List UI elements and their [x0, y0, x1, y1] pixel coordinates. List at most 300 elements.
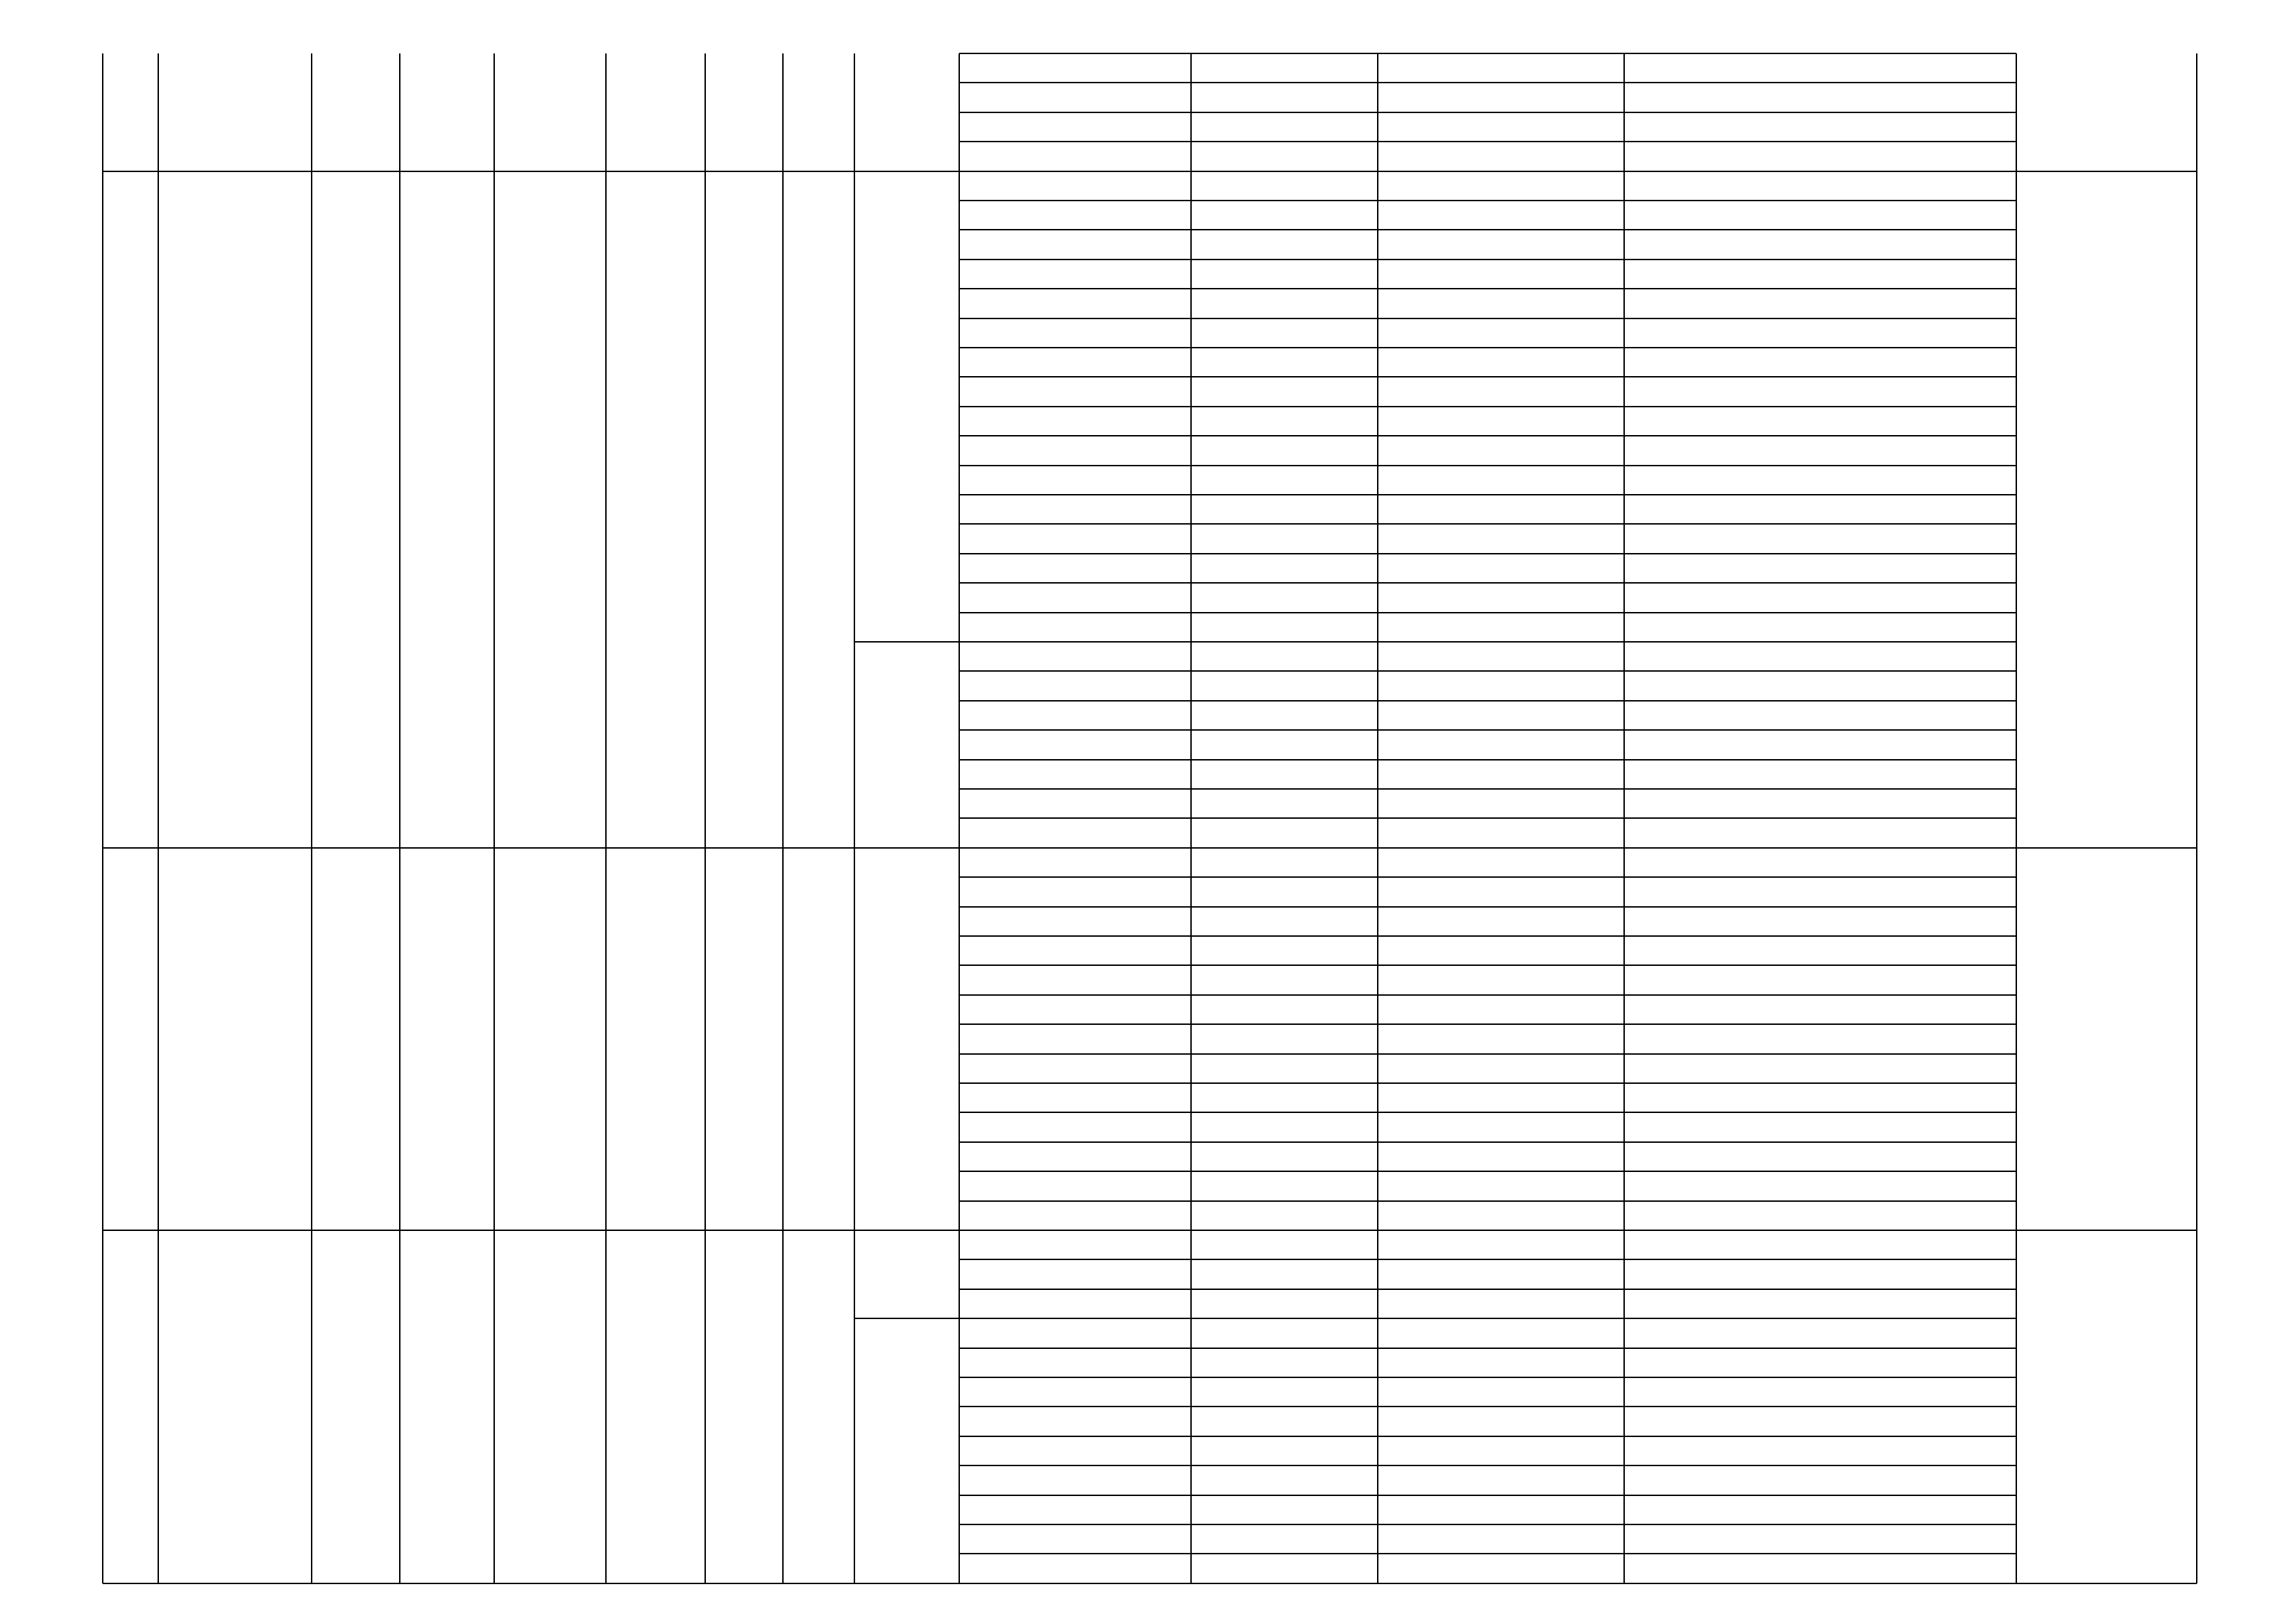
partner-school: [1378, 760, 1624, 789]
major-secondary: [1191, 1318, 1378, 1348]
partner-school: [1378, 789, 1624, 818]
grid-row-rule: [959, 53, 2016, 54]
grid-row-rule: [959, 1495, 2016, 1496]
major-higher: [959, 877, 1191, 906]
major-higher: [959, 1407, 1191, 1436]
major-secondary: [1191, 1083, 1378, 1112]
partner-address: [1624, 142, 2016, 171]
major-secondary: [1191, 1436, 1378, 1465]
partner-school: [1378, 1465, 1624, 1495]
partner-school: [1378, 171, 1624, 201]
partner-school: [1378, 1377, 1624, 1407]
major-higher: [959, 1524, 1191, 1554]
grid-row-rule: [959, 582, 2016, 584]
major-secondary: [1191, 701, 1378, 730]
partner-school: [1378, 1142, 1624, 1171]
partner-school: [1378, 642, 1624, 671]
partner-address: [1624, 1318, 2016, 1348]
partner-address: [1624, 789, 2016, 818]
partner-school: [1378, 907, 1624, 936]
block-rule: [103, 1230, 2197, 1231]
grid-row-rule: [959, 994, 2016, 996]
major-secondary: [1191, 907, 1378, 936]
major-higher: [959, 848, 1191, 877]
group-label: [854, 1318, 976, 1583]
partner-school: [1378, 1495, 1624, 1524]
major-higher: [959, 171, 1191, 201]
grid-row-rule: [959, 141, 2016, 142]
major-secondary: [1191, 613, 1378, 642]
partner-school: [1378, 848, 1624, 877]
partner-school: [1378, 230, 1624, 259]
major-secondary: [1191, 1230, 1378, 1259]
website-url: [2016, 171, 2197, 848]
partner-address: [1624, 642, 2016, 671]
institution-number: [103, 171, 158, 848]
partner-school: [1378, 289, 1624, 318]
major-higher: [959, 201, 1191, 230]
partner-address: [1624, 348, 2016, 377]
major-secondary: [1191, 642, 1378, 671]
partner-address: [1624, 965, 2016, 994]
column-rule: [102, 53, 103, 1583]
partner-address: [1624, 230, 2016, 259]
block-rule: [103, 847, 2197, 849]
partner-school: [1378, 53, 1624, 83]
major-secondary: [1191, 1348, 1378, 1377]
major-higher: [959, 142, 1191, 171]
partner-address: [1624, 1289, 2016, 1318]
major-higher: [959, 1377, 1191, 1407]
grid-row-rule: [959, 112, 2016, 113]
major-higher: [959, 730, 1191, 759]
column-rule: [493, 53, 495, 1583]
major-higher: [959, 613, 1191, 642]
major-secondary: [1191, 1289, 1378, 1318]
partner-school: [1378, 730, 1624, 759]
grid-row-rule: [959, 1348, 2016, 1349]
grid-row-rule: [959, 1289, 2016, 1290]
partner-address: [1624, 53, 2016, 83]
partner-address: [1624, 495, 2016, 524]
major-secondary: [1191, 142, 1378, 171]
grid-row-rule: [959, 641, 2016, 643]
partner-school: [1378, 1083, 1624, 1112]
partner-school: [1378, 436, 1624, 465]
major-secondary: [1191, 1554, 1378, 1583]
grid-row-rule: [959, 817, 2016, 819]
grid-row-rule: [959, 700, 2016, 702]
major-higher: [959, 1554, 1191, 1583]
major-higher: [959, 318, 1191, 348]
grid-row-rule: [959, 435, 2016, 436]
major-secondary: [1191, 495, 1378, 524]
major-secondary: [1191, 112, 1378, 142]
partner-school: [1378, 1230, 1624, 1259]
group-label: [854, 1230, 976, 1318]
major-secondary: [1191, 1024, 1378, 1053]
major-higher: [959, 965, 1191, 994]
partner-school: [1378, 1436, 1624, 1465]
partner-address: [1624, 730, 2016, 759]
major-secondary: [1191, 466, 1378, 495]
grid-row-rule: [959, 965, 2016, 966]
partner-address: [1624, 1024, 2016, 1053]
partner-school: [1378, 1524, 1624, 1554]
major-secondary: [1191, 524, 1378, 553]
partner-school: [1378, 995, 1624, 1024]
partner-school: [1378, 1112, 1624, 1141]
partner-school: [1378, 466, 1624, 495]
major-higher: [959, 554, 1191, 583]
partner-school: [1378, 1024, 1624, 1053]
grid-row-rule: [959, 288, 2016, 289]
major-higher: [959, 407, 1191, 436]
major-secondary: [1191, 1054, 1378, 1083]
major-secondary: [1191, 789, 1378, 818]
grid-row-rule: [959, 1200, 2016, 1202]
major-higher: [959, 818, 1191, 847]
major-higher: [959, 377, 1191, 406]
major-secondary: [1191, 230, 1378, 259]
major-higher: [959, 524, 1191, 553]
partner-address: [1624, 877, 2016, 906]
major-secondary: [1191, 1524, 1378, 1554]
grid-row-rule: [959, 1259, 2016, 1260]
grid-row-rule: [959, 347, 2016, 348]
major-higher: [959, 583, 1191, 612]
grid-row-rule: [959, 729, 2016, 731]
grid-row-rule: [959, 1436, 2016, 1437]
block-rule: [103, 171, 2197, 172]
grid-row-rule: [959, 523, 2016, 525]
major-higher: [959, 436, 1191, 465]
major-higher: [959, 995, 1191, 1024]
partner-address: [1624, 1112, 2016, 1141]
institution-address: [494, 171, 617, 848]
partner-school: [1378, 965, 1624, 994]
study-mode: [705, 848, 783, 1230]
grid-row-rule: [959, 259, 2016, 260]
partner-school: [1378, 818, 1624, 847]
partner-school: [1378, 201, 1624, 230]
partner-school: [1378, 1171, 1624, 1200]
partner-school: [1378, 1318, 1624, 1348]
partner-school: [1378, 142, 1624, 171]
major-secondary: [1191, 818, 1378, 847]
grid-row-rule: [959, 935, 2016, 937]
major-higher: [959, 671, 1191, 700]
partner-school: [1378, 83, 1624, 112]
partner-address: [1624, 907, 2016, 936]
study-mode: [705, 1230, 783, 1583]
partner-school: [1378, 1259, 1624, 1289]
partner-address: [1624, 436, 2016, 465]
partner-address: [1624, 613, 2016, 642]
grid-row-rule: [959, 465, 2016, 466]
partner-address: [1624, 936, 2016, 965]
partner-school: [1378, 1348, 1624, 1377]
major-secondary: [1191, 1171, 1378, 1200]
major-secondary: [1191, 1407, 1378, 1436]
partner-address: [1624, 1377, 2016, 1407]
grid-row-rule: [959, 1112, 2016, 1113]
grid-row-rule: [959, 494, 2016, 495]
major-secondary: [1191, 171, 1378, 201]
major-higher: [959, 230, 1191, 259]
major-higher: [959, 760, 1191, 789]
column-rule: [2196, 53, 2197, 1583]
major-higher: [959, 348, 1191, 377]
major-higher: [959, 907, 1191, 936]
major-higher: [959, 936, 1191, 965]
major-secondary: [1191, 318, 1378, 348]
major-higher: [959, 495, 1191, 524]
partner-address: [1624, 1465, 2016, 1495]
partner-school: [1378, 377, 1624, 406]
major-higher: [959, 466, 1191, 495]
partner-school: [1378, 1054, 1624, 1083]
partner-school: [1378, 936, 1624, 965]
partner-school: [1378, 583, 1624, 612]
grid-row-rule: [959, 1465, 2016, 1466]
institution-name: [158, 848, 312, 1230]
major-secondary: [1191, 730, 1378, 759]
partner-address: [1624, 1259, 2016, 1289]
major-higher: [959, 1259, 1191, 1289]
major-secondary: [1191, 1377, 1378, 1407]
major-higher: [959, 789, 1191, 818]
group-label: [854, 171, 976, 642]
grid-row-rule: [959, 906, 2016, 908]
grid-row-rule: [959, 376, 2016, 377]
major-secondary: [1191, 965, 1378, 994]
partner-school: [1378, 524, 1624, 553]
major-secondary: [1191, 1465, 1378, 1495]
major-secondary: [1191, 260, 1378, 289]
column-rule: [158, 53, 159, 1583]
major-secondary: [1191, 377, 1378, 406]
major-secondary: [1191, 877, 1378, 906]
partner-address: [1624, 1495, 2016, 1524]
partner-address: [1624, 848, 2016, 877]
partner-address: [1624, 1348, 2016, 1377]
partner-address: [1624, 1554, 2016, 1583]
major-higher: [959, 1054, 1191, 1083]
major-higher: [959, 1436, 1191, 1465]
column-rule: [311, 53, 312, 1583]
partner-address: [1624, 995, 2016, 1024]
major-secondary: [1191, 995, 1378, 1024]
supervising-authority: [400, 848, 505, 1230]
partner-address: [1624, 260, 2016, 289]
grid-row-rule: [959, 1377, 2016, 1378]
group-label: [854, 642, 976, 848]
major-secondary: [1191, 83, 1378, 112]
column-rule: [704, 53, 706, 1583]
major-higher: [959, 1112, 1191, 1141]
major-higher: [959, 1230, 1191, 1259]
group-label: [854, 848, 976, 1230]
major-secondary: [1191, 1495, 1378, 1524]
institution-number: [103, 1230, 158, 1583]
website-url: [2016, 1230, 2197, 1583]
grid-row-rule: [959, 1141, 2016, 1143]
website-url: [2016, 848, 2197, 1230]
grid-row-rule: [959, 1023, 2016, 1025]
grid-row-rule: [959, 318, 2016, 319]
supervising-authority: [400, 171, 505, 848]
major-higher: [959, 1318, 1191, 1348]
partner-address: [1624, 171, 2016, 201]
major-secondary: [1191, 348, 1378, 377]
grid-row-rule: [959, 759, 2016, 760]
grid-row-rule: [959, 229, 2016, 230]
partner-address: [1624, 1142, 2016, 1171]
major-higher: [959, 1024, 1191, 1053]
major-secondary: [1191, 1259, 1378, 1289]
partner-address: [1624, 1230, 2016, 1259]
major-higher: [959, 53, 1191, 83]
major-secondary: [1191, 53, 1378, 83]
study-mode: [705, 171, 783, 848]
major-higher: [959, 112, 1191, 142]
duration: [783, 1230, 854, 1583]
major-higher: [959, 1201, 1191, 1230]
partner-school: [1378, 1407, 1624, 1436]
partner-address: [1624, 554, 2016, 583]
partner-school: [1378, 407, 1624, 436]
major-secondary: [1191, 1201, 1378, 1230]
grid-row-rule: [959, 1318, 2016, 1319]
major-higher: [959, 1289, 1191, 1318]
grid-row-rule: [959, 612, 2016, 613]
major-secondary: [1191, 671, 1378, 700]
major-higher: [959, 1495, 1191, 1524]
partner-school: [1378, 318, 1624, 348]
institution-address: [494, 848, 617, 1230]
major-secondary: [1191, 436, 1378, 465]
major-secondary: [1191, 289, 1378, 318]
institution-type: [312, 848, 400, 1230]
partner-address: [1624, 466, 2016, 495]
major-secondary: [1191, 201, 1378, 230]
partner-school: [1378, 1201, 1624, 1230]
grid-row-rule: [959, 82, 2016, 83]
institution-address: [494, 1230, 617, 1583]
partner-address: [1624, 83, 2016, 112]
partner-address: [1624, 377, 2016, 406]
partner-school: [1378, 348, 1624, 377]
partner-address: [1624, 1524, 2016, 1554]
partner-address: [1624, 671, 2016, 700]
major-higher: [959, 1171, 1191, 1200]
grid-row-rule: [959, 876, 2016, 878]
partner-school: [1378, 1554, 1624, 1583]
block-rule: [103, 1583, 2197, 1584]
partner-address: [1624, 760, 2016, 789]
partner-address: [1624, 112, 2016, 142]
partner-address: [1624, 1407, 2016, 1436]
grid-row-rule: [959, 406, 2016, 407]
column-rule: [782, 53, 784, 1583]
partner-address: [1624, 1436, 2016, 1465]
partner-school: [1378, 613, 1624, 642]
major-secondary: [1191, 583, 1378, 612]
partner-school: [1378, 701, 1624, 730]
major-higher: [959, 642, 1191, 671]
partner-address: [1624, 1201, 2016, 1230]
major-higher: [959, 701, 1191, 730]
major-higher: [959, 1142, 1191, 1171]
institution-type: [312, 1230, 400, 1583]
grid-row-rule: [959, 1053, 2016, 1055]
column-rule: [854, 53, 855, 1583]
duration: [783, 171, 854, 848]
partner-address: [1624, 818, 2016, 847]
column-rule: [399, 53, 400, 1583]
partner-school: [1378, 877, 1624, 906]
major-higher: [959, 1348, 1191, 1377]
partner-school: [1378, 671, 1624, 700]
grid-row-rule: [959, 553, 2016, 554]
supervising-authority: [400, 1230, 505, 1583]
institution-type: [312, 171, 400, 848]
partner-address: [1624, 318, 2016, 348]
partner-address: [1624, 1171, 2016, 1200]
column-rule: [605, 53, 607, 1583]
partner-address: [1624, 407, 2016, 436]
partner-address: [1624, 583, 2016, 612]
major-secondary: [1191, 554, 1378, 583]
major-higher: [959, 289, 1191, 318]
major-secondary: [1191, 936, 1378, 965]
major-secondary: [1191, 760, 1378, 789]
grid-row-rule: [959, 1524, 2016, 1525]
major-secondary: [1191, 848, 1378, 877]
duration: [783, 848, 854, 1230]
major-secondary: [1191, 407, 1378, 436]
grid-row-rule: [959, 200, 2016, 201]
grid-row-rule: [959, 1082, 2016, 1084]
partner-school: [1378, 1289, 1624, 1318]
institution-number: [103, 848, 158, 1230]
grid-row-rule: [959, 1553, 2016, 1554]
partner-school: [1378, 495, 1624, 524]
major-secondary: [1191, 1112, 1378, 1141]
grid-row-rule: [959, 1406, 2016, 1407]
partner-address: [1624, 1083, 2016, 1112]
grid-row-rule: [959, 670, 2016, 672]
institution-name: [158, 1230, 312, 1583]
partner-address: [1624, 524, 2016, 553]
major-higher: [959, 83, 1191, 112]
partner-address: [1624, 701, 2016, 730]
partner-school: [1378, 554, 1624, 583]
major-higher: [959, 260, 1191, 289]
partner-school: [1378, 112, 1624, 142]
major-secondary: [1191, 1142, 1378, 1171]
grid-row-rule: [959, 1171, 2016, 1172]
grid-row-rule: [959, 788, 2016, 790]
major-higher: [959, 1465, 1191, 1495]
partner-school: [1378, 260, 1624, 289]
partner-address: [1624, 1054, 2016, 1083]
major-higher: [959, 1083, 1191, 1112]
partner-address: [1624, 201, 2016, 230]
partner-address: [1624, 289, 2016, 318]
institution-name: [158, 171, 312, 848]
